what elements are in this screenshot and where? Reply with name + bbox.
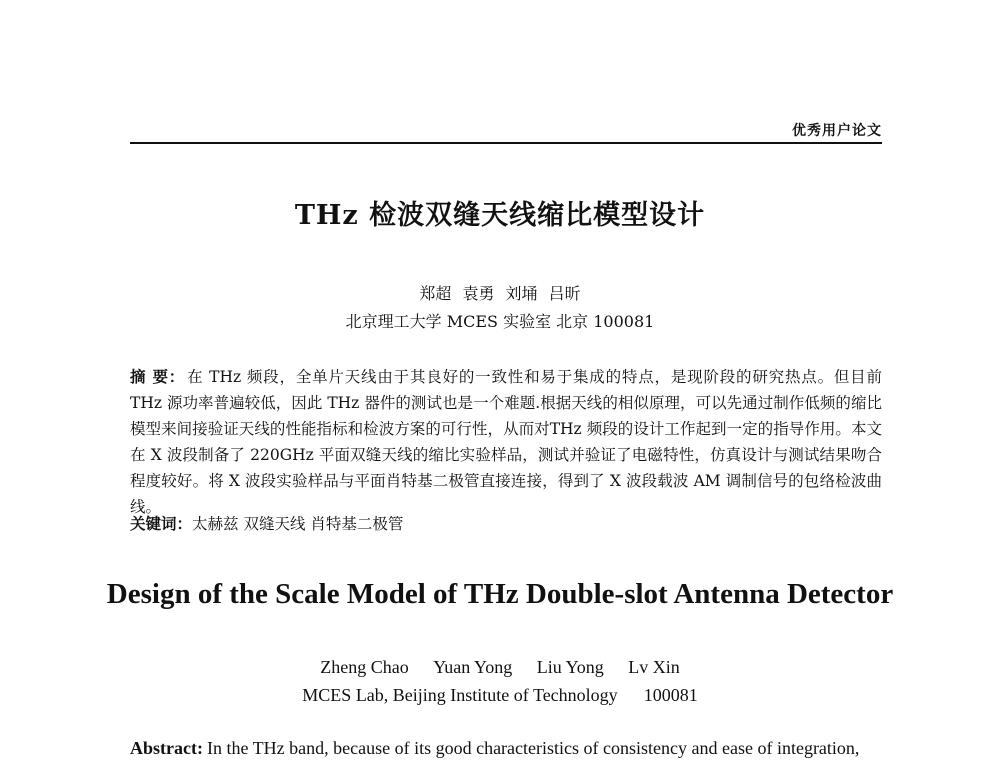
author-name: Zheng Chao bbox=[320, 657, 409, 677]
english-affiliation bbox=[0, 685, 1000, 706]
english-affiliation-zip: 100081 bbox=[643, 685, 698, 705]
chinese-abstract bbox=[130, 364, 882, 520]
author-name: Lv Xin bbox=[628, 657, 680, 677]
author-name: Yuan Yong bbox=[433, 657, 513, 677]
header-rule bbox=[130, 142, 882, 144]
english-affiliation-text: MCES Lab, Beijing Institute of Technology bbox=[302, 685, 618, 705]
english-authors bbox=[0, 657, 1000, 678]
journal-section-tag: 优秀用户论文 bbox=[792, 123, 882, 139]
chinese-keywords-text: 太赫兹 双缝天线 肖特基二极管 bbox=[192, 515, 404, 533]
chinese-affiliation: 北京理工大学 MCES 实验室 北京 100081 bbox=[345, 312, 655, 331]
english-abstract-label: Abstract: bbox=[130, 738, 203, 758]
english-abstract-text: In the THz band, because of its good characteristics of consistency and ease of integration, bbox=[206, 738, 860, 758]
chinese-keywords-label: 关键词： bbox=[130, 514, 193, 533]
chinese-keywords bbox=[130, 512, 882, 534]
author-name: Liu Yong bbox=[536, 657, 604, 677]
chinese-authors: 郑超 袁勇 刘埇 吕昕 bbox=[419, 284, 581, 303]
english-abstract bbox=[130, 738, 890, 759]
chinese-abstract-text: 在 THz 频段，全单片天线由于其良好的一致性和易于集成的特点，是现阶段的研究热点。但目前 THz 源功率普遍较低，因此 THz 器件的测试也是一个难题.根据天线的相似原理，可以先通过制作低频的缩比模型来间接验证天线的性能指标和检波方案的可行性，从而对THz 频段的设计工作起到一定的指导作用。本文在 X 波段制备了 220GHz 平面双缝天线的缩比实验样品，测试并验证了电磁特性，仿真设计与测试结果吻合程度较好。将 X 波段实验样品与平面肖特基二极管直接连接，得到了 X 波段载波 AM 调制信号的包络检波曲线。 bbox=[130, 368, 882, 516]
chinese-abstract-label: 摘 要： bbox=[130, 367, 186, 386]
chinese-title: THz 检波双缝天线缩比模型设计 bbox=[294, 200, 706, 231]
english-title: Design of the Scale Model of THz Double-slot Antenna Detector bbox=[106, 578, 894, 610]
